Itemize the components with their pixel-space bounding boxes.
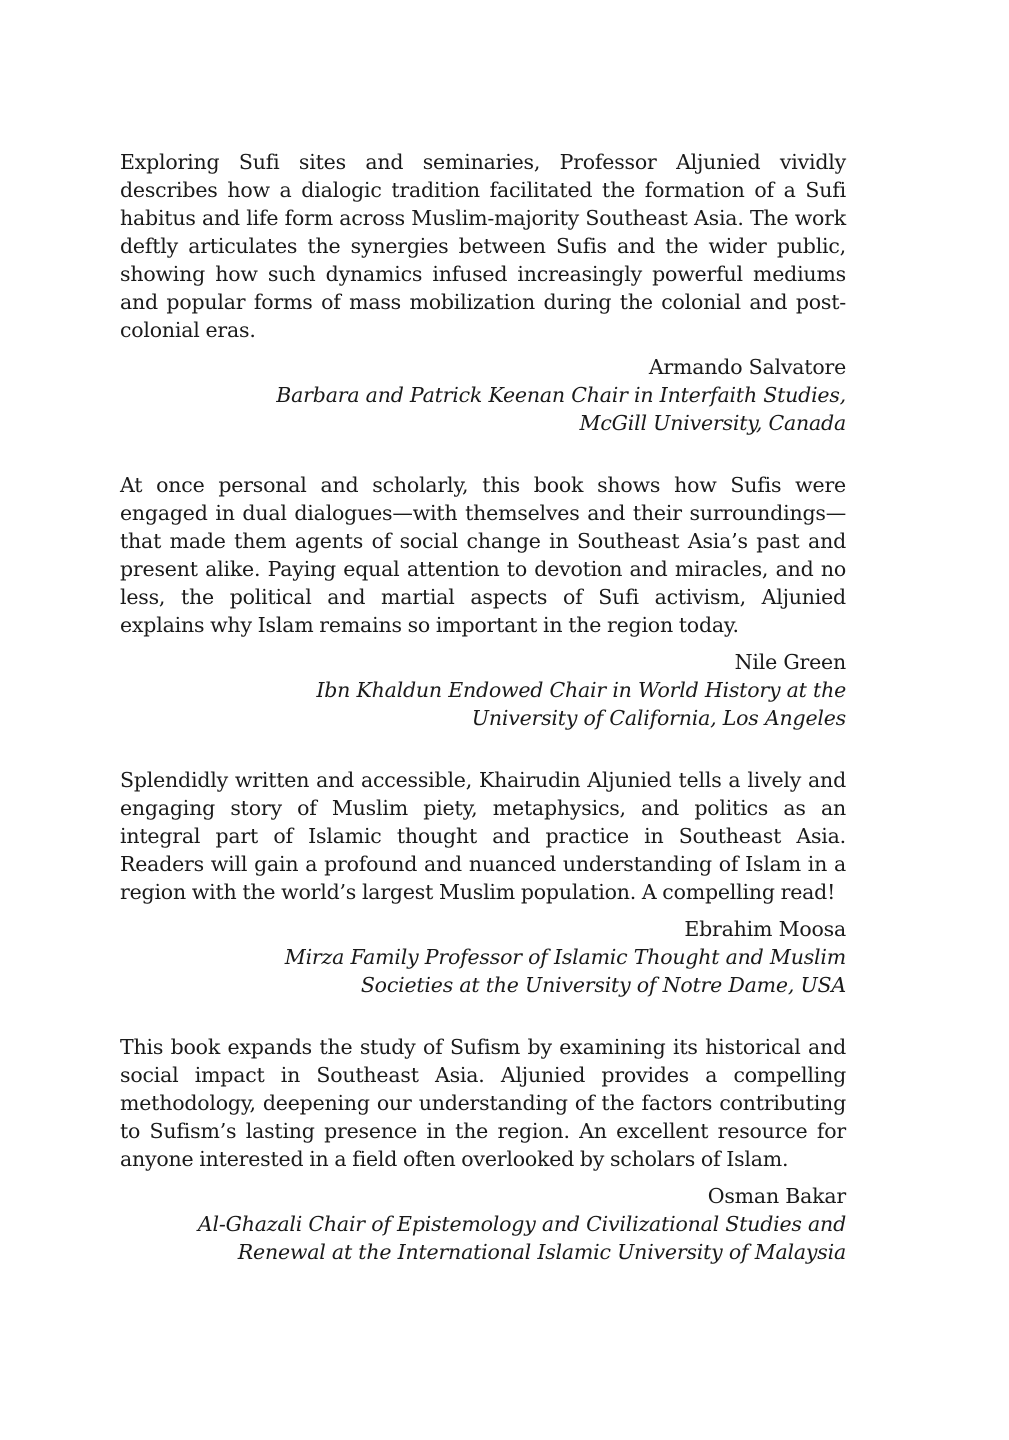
endorsement-attribution: [120, 353, 846, 437]
endorsements-page: [120, 148, 846, 1300]
endorsement-attribution: [120, 915, 846, 999]
endorser-name: Osman Bakar: [707, 1184, 846, 1208]
endorser-name: Ebrahim Moosa: [684, 917, 846, 941]
endorser-name: Nile Green: [734, 650, 846, 674]
endorsement-3: [120, 766, 846, 999]
endorsement-1: [120, 148, 846, 437]
endorser-title-line-2: McGill University, Canada: [579, 411, 846, 435]
endorsement-2: [120, 471, 846, 732]
endorser-title-line-1: Mirza Family Professor of Islamic Thought and Muslim: [284, 945, 846, 969]
endorser-title-line-1: Ibn Khaldun Endowed Chair in World History at the: [316, 678, 846, 702]
endorsement-attribution: [120, 648, 846, 732]
endorsement-quote: Exploring Sufi sites and seminaries, Professor Aljunied vividly describes how a dialogic tradition facilitated the formation of a Sufi habitus and life form across Muslim-majority Southeast Asia. The work deftly articulates the synergies between Sufis and the wider public, showing how such dynamics infused increasingly powerful mediums and popular forms of mass mobilization during the colonial and post-colonial eras.: [120, 150, 846, 342]
endorser-title-line-2: University of California, Los Angeles: [471, 706, 846, 730]
endorser-title-line-1: Barbara and Patrick Keenan Chair in Interfaith Studies,: [276, 383, 846, 407]
endorsement-attribution: [120, 1182, 846, 1266]
endorsement-quote: At once personal and scholarly, this book shows how Sufis were engaged in dual dialogues—with themselves and their surroundings—that made them agents of social change in Southeast Asia’s past and present alike. Paying equal attention to devotion and miracles, and no less, the political and martial aspects of Sufi activism, Aljunied explains why Islam remains so important in the region today.: [120, 473, 846, 637]
endorsement-quote: Splendidly written and accessible, Khairudin Aljunied tells a lively and engaging story of Muslim piety, metaphysics, and politics as an integral part of Islamic thought and practice in Southeast Asia. Readers will gain a profound and nuanced understanding of Islam in a region with the world’s largest Muslim population. A compelling read!: [120, 768, 846, 904]
endorsement-quote: This book expands the study of Sufism by examining its historical and social impact in Southeast Asia. Aljunied provides a compelling methodology, deepening our understanding of the factors contributing to Sufism’s lasting presence in the region. An excellent resource for anyone interested in a field often overlooked by scholars of Islam.: [120, 1035, 846, 1171]
endorser-name: Armando Salvatore: [648, 355, 846, 379]
endorser-title-line-1: Al-Ghazali Chair of Epistemology and Civilizational Studies and: [197, 1212, 846, 1236]
endorser-title-line-2: Societies at the University of Notre Dame, USA: [360, 973, 846, 997]
endorsement-4: [120, 1033, 846, 1266]
endorser-title-line-2: Renewal at the International Islamic University of Malaysia: [237, 1240, 846, 1264]
